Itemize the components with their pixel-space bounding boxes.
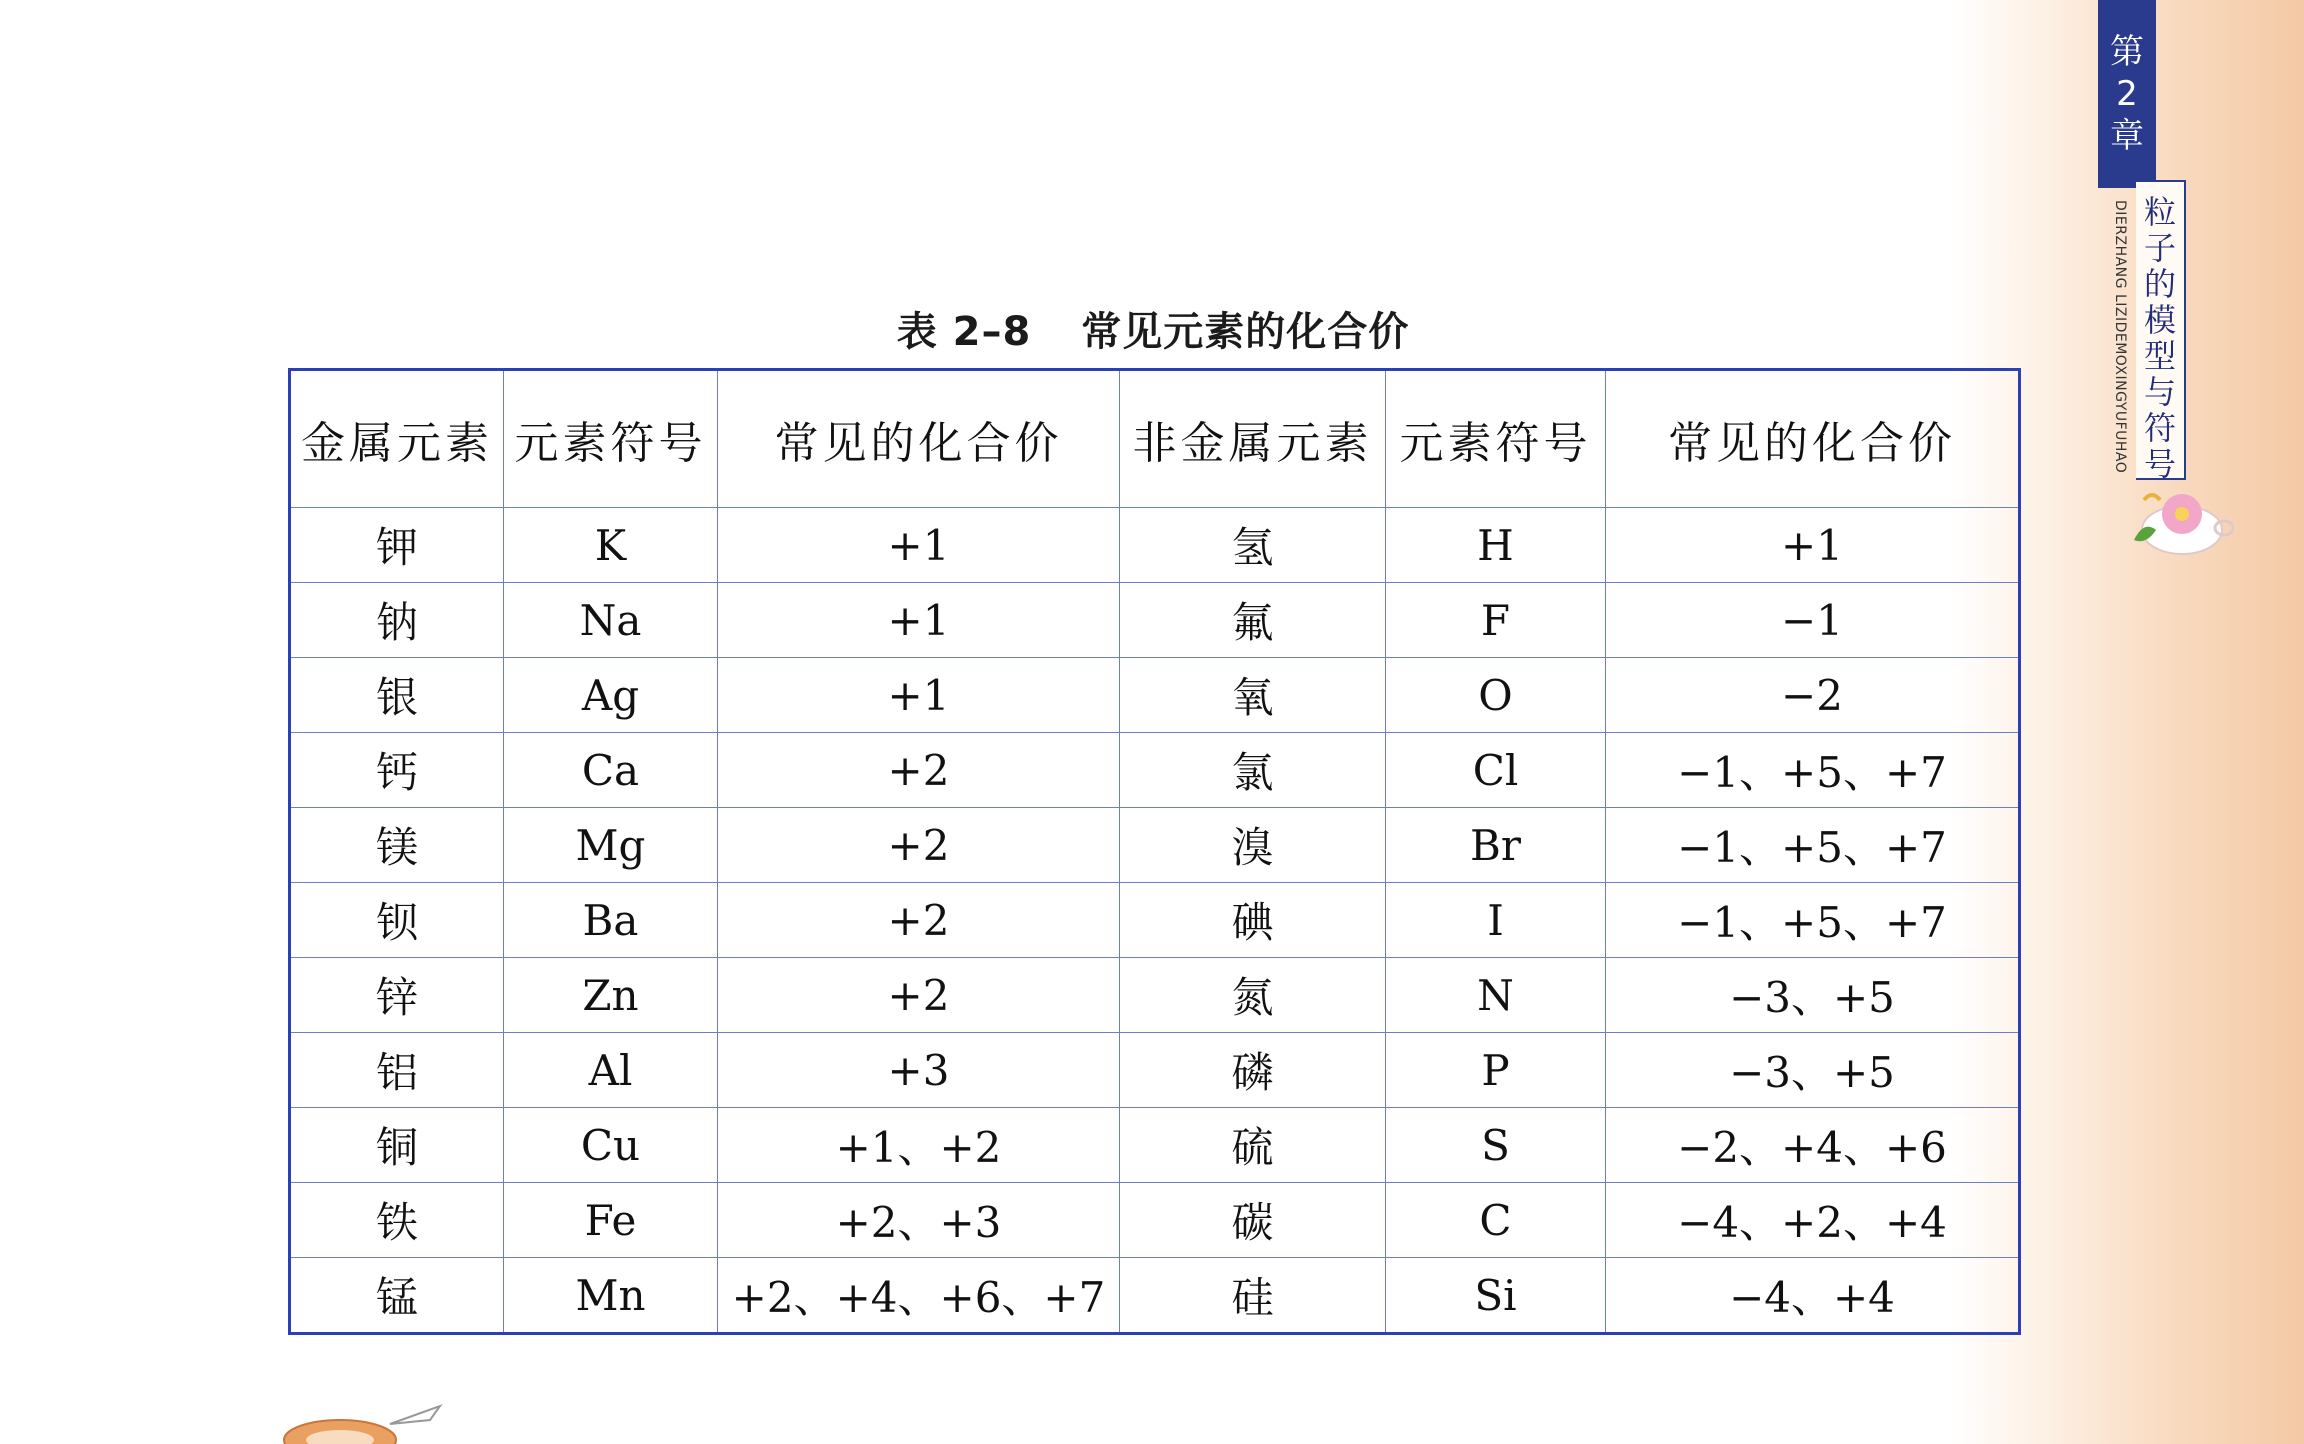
table-cell: C: [1386, 1183, 1606, 1258]
table-cell: 钾: [290, 508, 504, 583]
table-row: [290, 658, 2020, 733]
table-cell: 氢: [1120, 508, 1386, 583]
chapter-title: [2136, 180, 2186, 483]
table-cell: Ba: [504, 883, 718, 958]
table-row: [290, 883, 2020, 958]
table-cell: H: [1386, 508, 1606, 583]
table-cell: 钡: [290, 883, 504, 958]
table-cell: −1、+5、+7: [1606, 733, 2020, 808]
table-cell: Br: [1386, 808, 1606, 883]
table-caption: [288, 300, 2018, 357]
table-cell: 硅: [1120, 1258, 1386, 1334]
header-cell: 非金属元素: [1120, 370, 1386, 508]
table-cell: P: [1386, 1033, 1606, 1108]
table-cell: −1、+5、+7: [1606, 883, 2020, 958]
table-cell: S: [1386, 1108, 1606, 1183]
table-cell: 钙: [290, 733, 504, 808]
table-row: [290, 1183, 2020, 1258]
chapter-title-char: 型: [2143, 337, 2176, 375]
table-cell: −2、+4、+6: [1606, 1108, 2020, 1183]
table-cell: 氯: [1120, 733, 1386, 808]
table-cell: +2、+4、+6、+7: [718, 1258, 1120, 1334]
table-cell: F: [1386, 583, 1606, 658]
table-row: [290, 808, 2020, 883]
chapter-char: 第: [2110, 32, 2144, 72]
table-cell: Ag: [504, 658, 718, 733]
table-cell: 镁: [290, 808, 504, 883]
table-cell: Mn: [504, 1258, 718, 1334]
table-cell: 银: [290, 658, 504, 733]
bottom-decoration: [280, 1400, 450, 1444]
table-cell: 溴: [1120, 808, 1386, 883]
table-cell: +3: [718, 1033, 1120, 1108]
table-cell: Cl: [1386, 733, 1606, 808]
table-cell: 氟: [1120, 583, 1386, 658]
table-cell: 铜: [290, 1108, 504, 1183]
table-cell: 铝: [290, 1033, 504, 1108]
table-cell: Al: [504, 1033, 718, 1108]
table-cell: −2: [1606, 658, 2020, 733]
table-cell: Mg: [504, 808, 718, 883]
chapter-number: 2: [2116, 74, 2138, 114]
table-row: [290, 1108, 2020, 1183]
table-row: [290, 508, 2020, 583]
table-cell: Fe: [504, 1183, 718, 1258]
chapter-tab: [2098, 0, 2156, 188]
table-cell: +2、+3: [718, 1183, 1120, 1258]
table-cell: 磷: [1120, 1033, 1386, 1108]
table-cell: −1: [1606, 583, 2020, 658]
teacup-flower-decoration: [2124, 470, 2234, 560]
table-cell: −1、+5、+7: [1606, 808, 2020, 883]
chapter-title-char: 号: [2143, 445, 2176, 483]
chapter-title-char: 与: [2143, 373, 2176, 411]
table-cell: 碘: [1120, 883, 1386, 958]
table-row: [290, 1033, 2020, 1108]
chapter-title-char: 的: [2143, 265, 2176, 303]
header-cell: 元素符号: [1386, 370, 1606, 508]
table-cell: +1: [718, 508, 1120, 583]
chapter-title-char: 符: [2143, 409, 2176, 447]
table-cell: +2: [718, 883, 1120, 958]
table-cell: N: [1386, 958, 1606, 1033]
table-cell: +2: [718, 958, 1120, 1033]
header-cell: 金属元素: [290, 370, 504, 508]
table-cell: K: [504, 508, 718, 583]
table-cell: O: [1386, 658, 1606, 733]
table-header-row: [290, 370, 2020, 508]
table-cell: 锰: [290, 1258, 504, 1334]
header-cell: 常见的化合价: [718, 370, 1120, 508]
header-cell: 常见的化合价: [1606, 370, 2020, 508]
chapter-title-char: 子: [2143, 229, 2176, 267]
header-cell: 元素符号: [504, 370, 718, 508]
table-title: 常见元素的化合价: [1081, 309, 1410, 355]
table-cell: −4、+2、+4: [1606, 1183, 2020, 1258]
table-row: [290, 958, 2020, 1033]
table-cell: Zn: [504, 958, 718, 1033]
table-cell: +2: [718, 733, 1120, 808]
table-cell: −3、+5: [1606, 958, 2020, 1033]
table-cell: +1、+2: [718, 1108, 1120, 1183]
table-cell: +1: [718, 583, 1120, 658]
chapter-pinyin: DIERZHANG LIZIDEMOXINGYUFUHAO: [2112, 200, 2128, 474]
table-cell: Cu: [504, 1108, 718, 1183]
table-row: [290, 733, 2020, 808]
table-cell: +1: [718, 658, 1120, 733]
table-cell: I: [1386, 883, 1606, 958]
table-cell: 钠: [290, 583, 504, 658]
chapter-title-char: 模: [2143, 301, 2176, 339]
table-cell: Si: [1386, 1258, 1606, 1334]
table-row: [290, 583, 2020, 658]
table-cell: Na: [504, 583, 718, 658]
table-cell: −3、+5: [1606, 1033, 2020, 1108]
table-cell: Ca: [504, 733, 718, 808]
chapter-char: 章: [2110, 116, 2144, 156]
table-cell: −4、+4: [1606, 1258, 2020, 1334]
table-cell: 碳: [1120, 1183, 1386, 1258]
valence-table: [288, 368, 2021, 1335]
table-cell: 硫: [1120, 1108, 1386, 1183]
table-cell: 氧: [1120, 658, 1386, 733]
table-number: 表 2–8: [896, 309, 1032, 355]
table-cell: 锌: [290, 958, 504, 1033]
table-cell: +1: [1606, 508, 2020, 583]
table-body: [290, 508, 2020, 1334]
table-cell: 氮: [1120, 958, 1386, 1033]
table-row: [290, 1258, 2020, 1334]
table-cell: +2: [718, 808, 1120, 883]
chapter-title-char: 粒: [2143, 193, 2176, 231]
table-cell: 铁: [290, 1183, 504, 1258]
